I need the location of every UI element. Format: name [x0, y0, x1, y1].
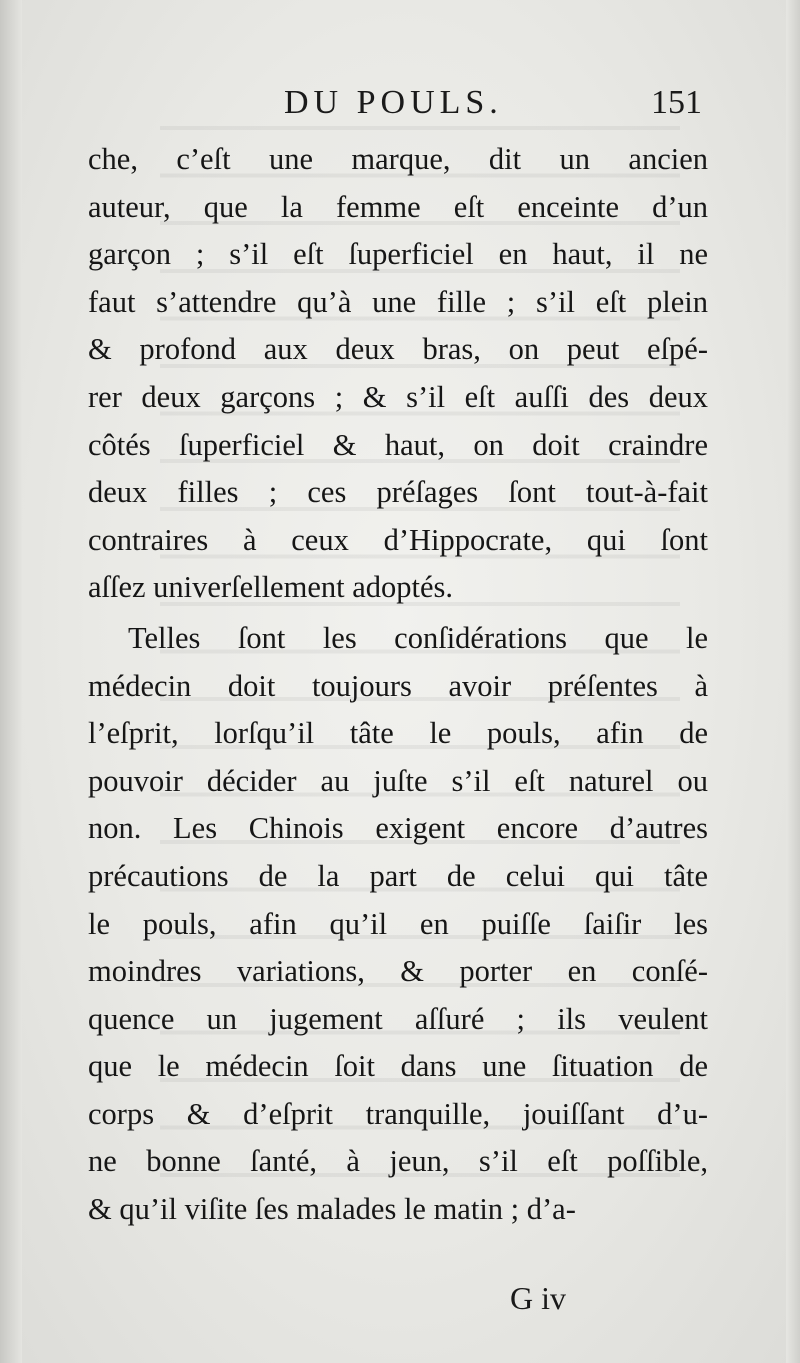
text-line: auteur, que la femme eſt enceinte d’un: [88, 189, 708, 224]
text-line: Telles ſont les conſidérations que le: [128, 620, 708, 655]
paragraph: [88, 136, 708, 612]
text-line: aſſez univerſellement adoptés.: [88, 570, 454, 605]
text-line: le pouls, afin qu’il en puiſſe ſaiſir les: [88, 906, 708, 941]
text-line: côtés ſuperficiel & haut, on doit craindre: [88, 427, 708, 462]
text-line: che, c’eſt une marque, dit un ancien: [88, 142, 708, 176]
text-line: ne bonne ſanté, à jeun, s’il eſt poſſible,: [88, 1144, 708, 1179]
text-line: corps & d’eſprit tranquille, jouiſſant d’u-: [88, 1096, 708, 1131]
text-line: quence un jugement aſſuré ; ils veulent: [88, 1001, 708, 1036]
text-line: que le médecin ſoit dans une ſituation de: [88, 1049, 708, 1084]
page-edge-right: [786, 0, 800, 1363]
signature-mark: G iv: [510, 1280, 566, 1316]
text-line: médecin doit toujours avoir préſentes à: [88, 668, 708, 703]
running-title: DU POULS.: [284, 84, 503, 121]
body-text: [88, 136, 708, 1234]
text-line: deux filles ; ces préſages ſont tout-à-fait: [88, 475, 708, 510]
text-line: garçon ; s’il eſt ſuperficiel en haut, il ne: [88, 237, 708, 272]
text-line: rer deux garçons ; & s’il eſt auſſi des deux: [88, 379, 708, 414]
text-line: précautions de la part de celui qui tâte: [88, 858, 708, 893]
page-number: 151: [651, 84, 702, 121]
text-line: pouvoir décider au juſte s’il eſt naturel ou: [88, 763, 708, 798]
text-line: moindres variations, & porter en conſé-: [88, 954, 708, 989]
paragraph: [88, 615, 708, 1234]
page-edge-left: [0, 0, 22, 1363]
text-line: non. Les Chinois exigent encore d’autres: [88, 811, 708, 846]
text-line: & profond aux deux bras, on peut eſpé-: [88, 332, 708, 367]
text-line: faut s’attendre qu’à une fille ; s’il eſt plein: [88, 284, 708, 319]
text-line: contraires à ceux d’Hippocrate, qui ſont: [88, 522, 708, 557]
text-line: & qu’il viſite ſes malades le matin ; d’a-: [88, 1192, 576, 1227]
page-header: [88, 84, 710, 134]
text-line: l’eſprit, lorſqu’il tâte le pouls, afin de: [88, 716, 708, 751]
